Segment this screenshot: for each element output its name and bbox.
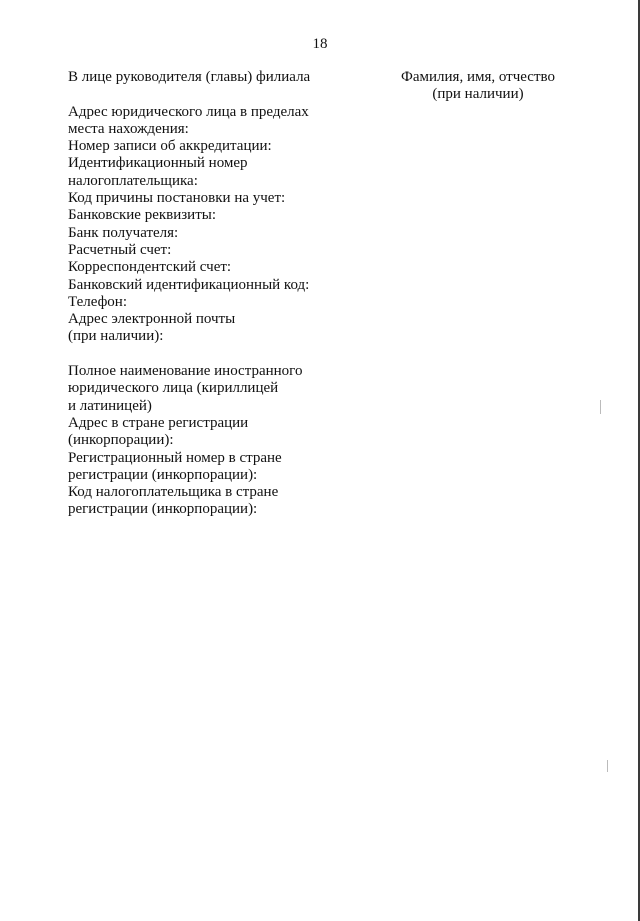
field-label: Полное наименование иностранного: [68, 363, 303, 380]
spacer: [68, 86, 368, 103]
spacer: [68, 346, 368, 363]
field-label: Телефон:: [68, 293, 127, 310]
left-column: [68, 69, 368, 519]
field-label: Адрес в стране регистрации: [68, 414, 249, 431]
field-label: Код налогоплательщика в стране: [68, 484, 279, 501]
field-label: Банк получателя:: [68, 224, 179, 241]
legal-entity-block: [68, 104, 368, 346]
page-number: 18: [312, 36, 328, 52]
field-label: Код причины постановки на учет:: [68, 190, 286, 207]
field-label: Банковский идентификационный код:: [68, 276, 310, 293]
field-label: Адрес юридического лица в пределах: [68, 103, 309, 120]
foreign-entity-block: [68, 363, 368, 519]
field-label: Адрес электронной почты: [68, 311, 236, 328]
scan-artifact: [600, 400, 601, 414]
field-label: Расчетный счет:: [68, 241, 172, 258]
field-label: (инкорпорации):: [68, 432, 174, 449]
field-label: места нахождения:: [68, 120, 189, 137]
scan-artifact: [607, 760, 608, 772]
right-column: [378, 69, 578, 104]
field-label: юридического лица (кириллицей: [68, 380, 279, 397]
field-label: Регистрационный номер в стране: [68, 449, 282, 466]
name-label: Фамилия, имя, отчество: [401, 69, 555, 85]
name-note: (при наличии): [432, 86, 524, 103]
representative-line: В лице руководителя (главы) филиала: [68, 69, 311, 85]
field-label: налогоплательщика:: [68, 172, 198, 189]
field-label: регистрации (инкорпорации):: [68, 466, 258, 483]
field-label: (при наличии):: [68, 328, 164, 345]
field-label: Корреспондентский счет:: [68, 259, 232, 276]
field-label: регистрации (инкорпорации):: [68, 501, 258, 518]
field-label: Номер записи об аккредитации:: [68, 138, 272, 155]
field-label: и латиницей): [68, 397, 152, 414]
field-label: Идентификационный номер: [68, 155, 248, 172]
field-label: Банковские реквизиты:: [68, 207, 217, 224]
